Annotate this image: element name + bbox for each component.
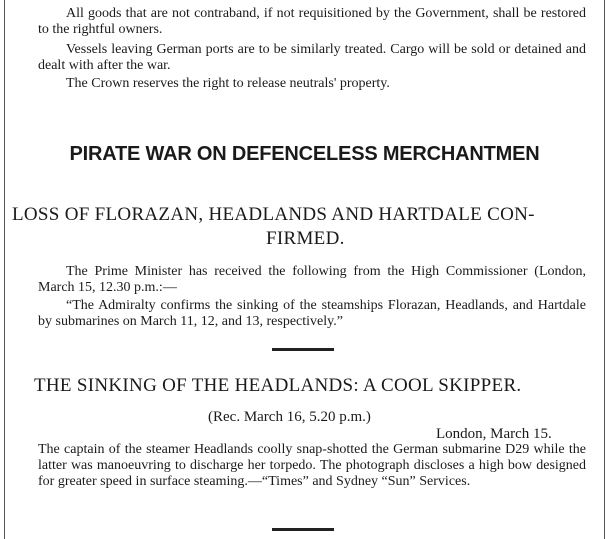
intro-paragraph-goods: All goods that are not contraband, if not requisitioned by the Government, shall be restored to the rightful owners.	[38, 6, 586, 37]
received-timestamp: (Rec. March 16, 5.20 p.m.)	[208, 409, 371, 425]
dateline: London, March 15.	[436, 426, 552, 442]
intro-paragraph-vessels: Vessels leaving German ports are to be similarly treated. Cargo will be sold or detained and dealt with after the war.	[38, 42, 586, 73]
article1-headline-line1: LOSS OF FLORAZAN, HEADLANDS AND HARTDALE CON-	[12, 204, 535, 225]
section-separator	[272, 348, 334, 351]
main-headline: PIRATE WAR ON DEFENCELESS MERCHANTMEN	[69, 143, 540, 165]
article1-paragraph-prime-minister: The Prime Minister has received the following from the High Commissioner (London, March 15, 12.30 p.m.:—	[38, 264, 586, 295]
column-rule-left	[4, 0, 5, 539]
article2-headline: THE SINKING OF THE HEADLANDS: A COOL SKIPPER.	[34, 375, 522, 396]
article1-headline-line2: FIRMED.	[266, 228, 345, 249]
bottom-separator	[272, 528, 334, 531]
article2-body: The captain of the steamer Headlands coolly snap-shotted the German submarine D29 while the latter was manoeuvring to discharge her torpedo. The photograph discloses a high bow designed for greater speed in surface steaming.—“Times” and Sydney “Sun” Services.	[38, 442, 586, 489]
intro-paragraph-crown: The Crown reserves the right to release neutrals' property.	[66, 76, 390, 91]
article1-paragraph-admiralty: “The Admiralty confirms the sinking of the steamships Florazan, Headlands, and Hartdale by submarines on March 11, 12, and 13, respectively.”	[38, 298, 586, 329]
column-rule-right	[604, 0, 605, 539]
